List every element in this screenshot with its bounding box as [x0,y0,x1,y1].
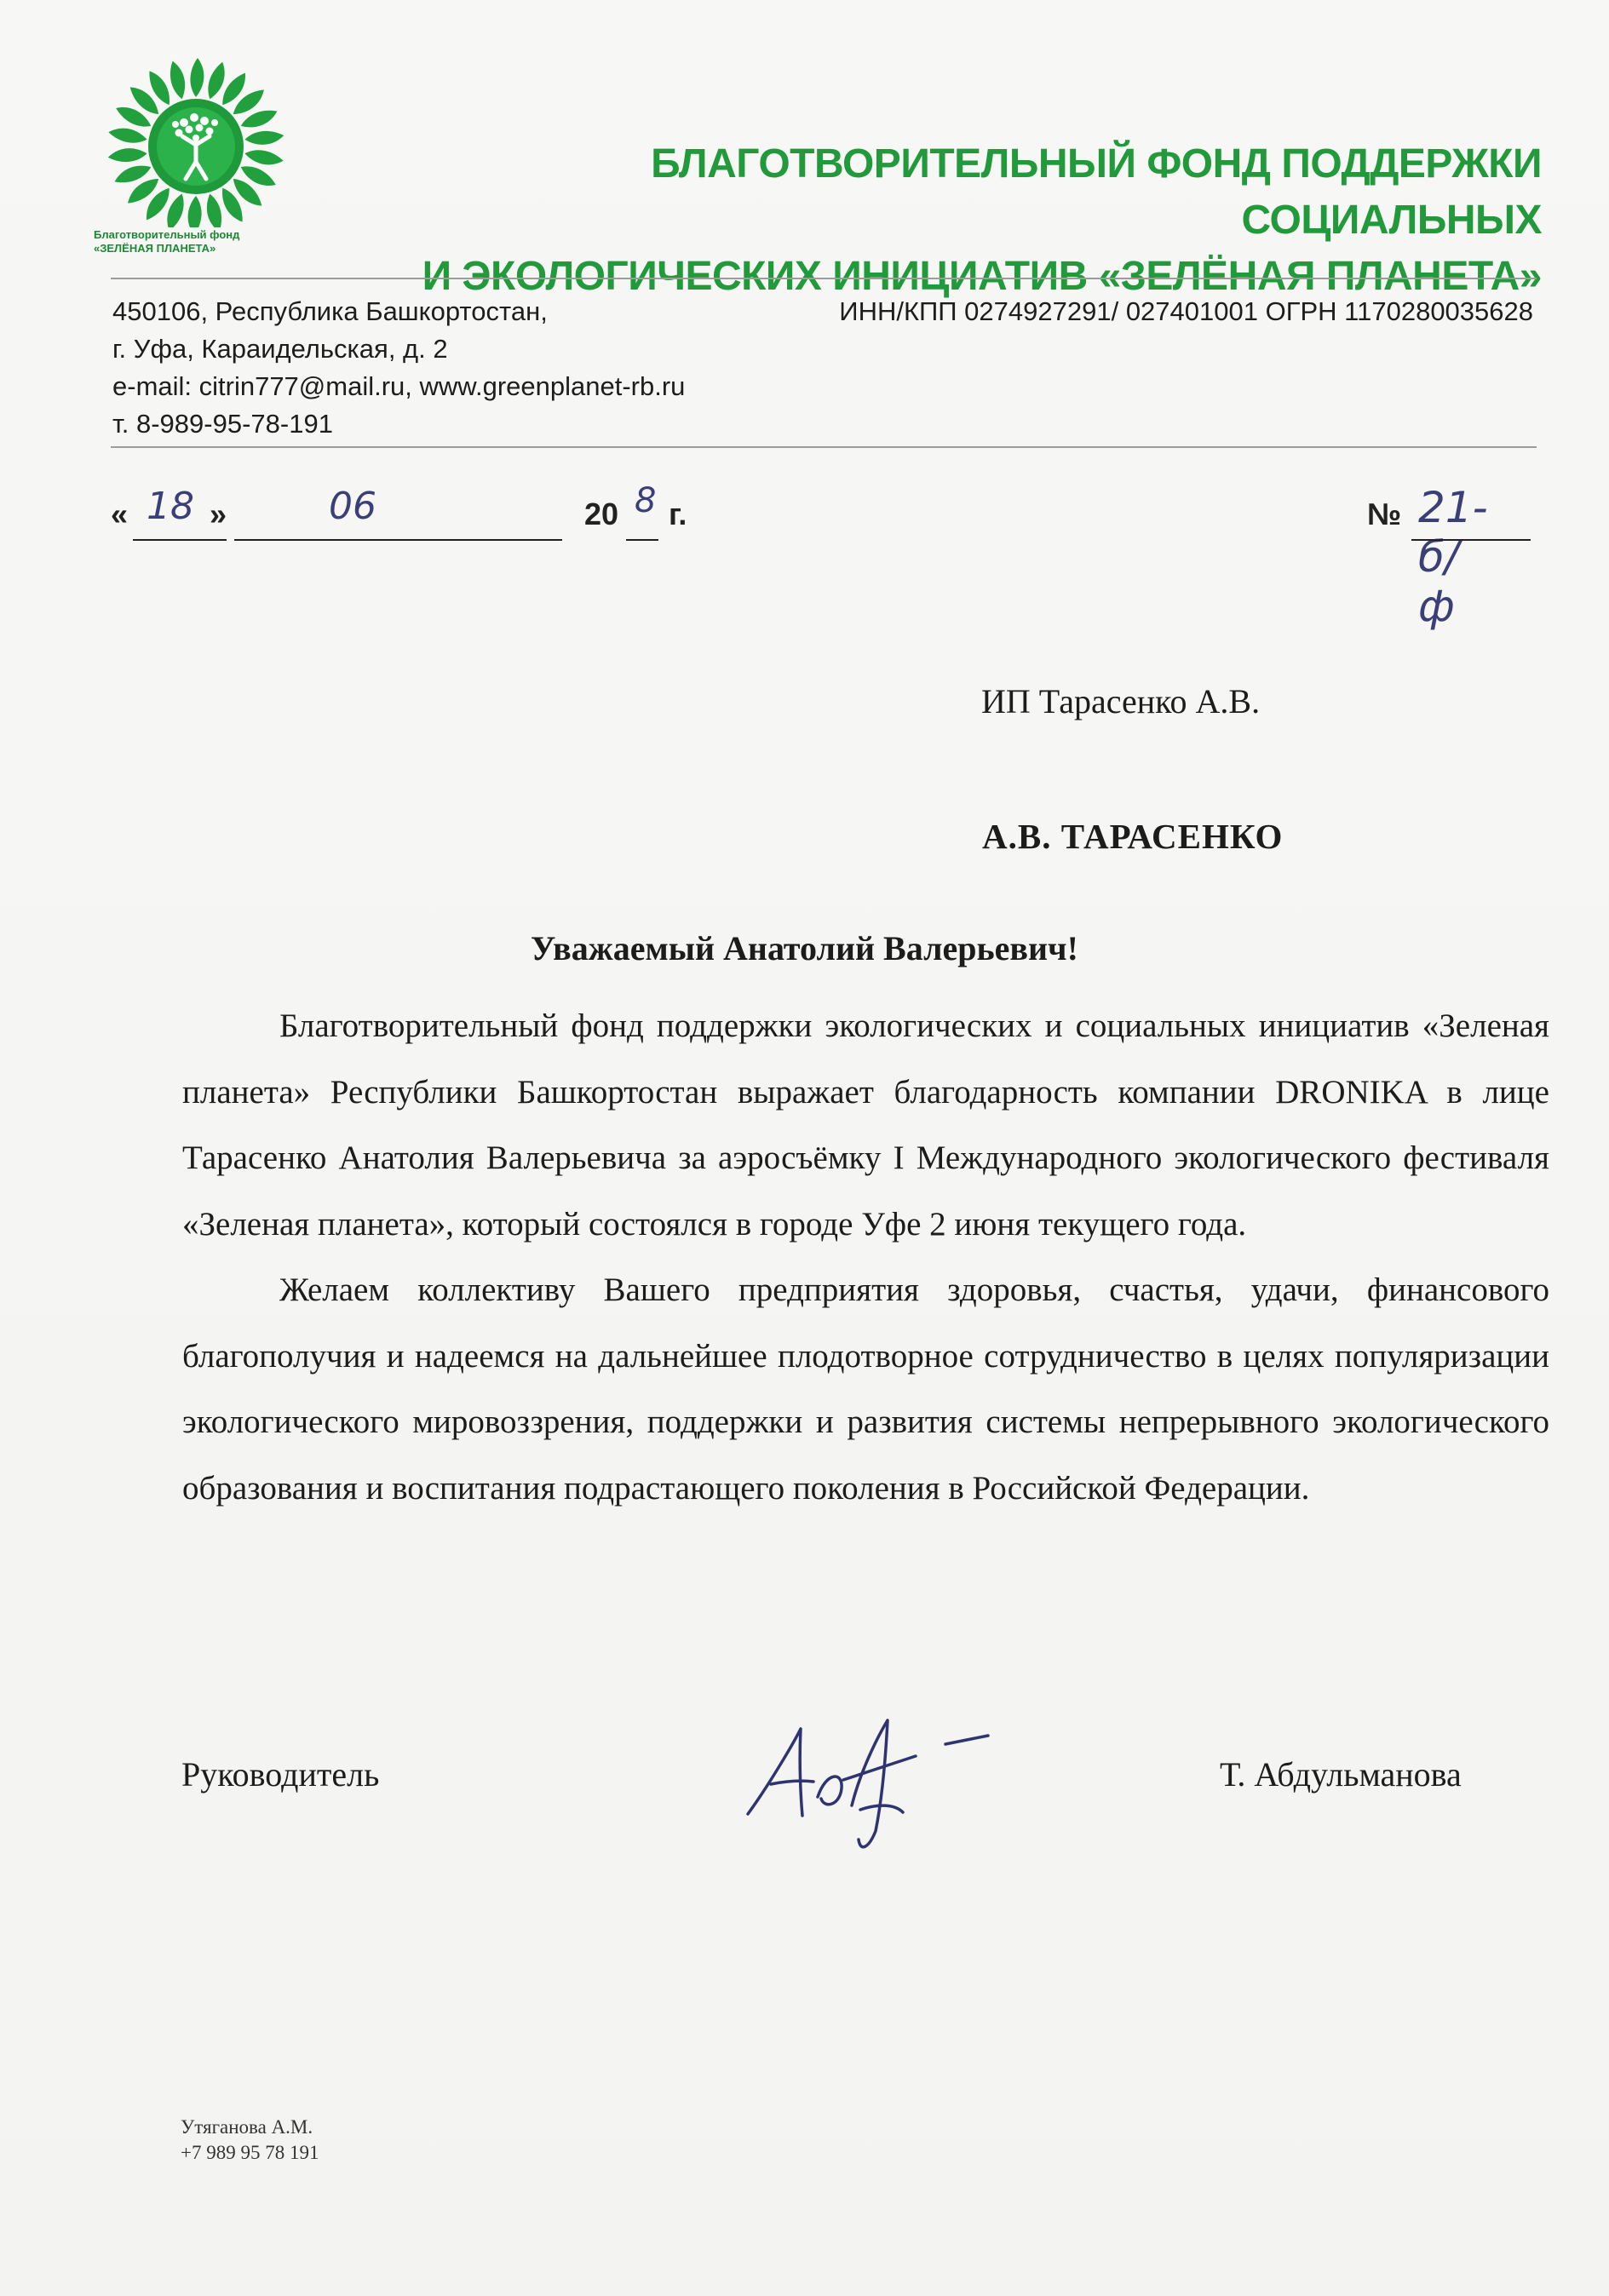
date-year-underline [626,539,658,541]
date-month: 06 [329,485,376,528]
date-year-abbr: г. [669,497,687,531]
header-divider-bottom [111,446,1537,448]
date-year-prefix: 20 [584,497,619,531]
addressee-line1: ИП Тарасенко А.В. [981,682,1261,720]
date-month-underline [234,539,562,541]
logo-petal [165,60,189,101]
signatory-name: Т. Абдульманова [1220,1755,1462,1794]
signatory-role: Руководитель [181,1755,380,1794]
organization-contacts [112,293,879,443]
date-close-quote: » [210,497,227,531]
logo-petal [202,192,226,227]
date-day-underline [133,539,227,541]
date-open-quote: « [111,497,129,531]
executor-phone: +7 989 95 78 191 [181,2142,319,2163]
body-paragraph-1: Благотворительный фонд поддержки экологических и социальных инициатив «Зеленая планета» Республики Башкортостан выражает благодарность компании DRONIKA в лице Тарасенко Анатолия Валерьевича за аэросъёмку I Международного экологического фестиваля «Зеленая планета», который состоялся в городе Уфе 2 июня текущего года. [182,1007,1549,1243]
organization-title-line1: БЛАГОТВОРИТЕЛЬНЫЙ ФОНД ПОДДЕРЖКИ СОЦИАЛЬНЫХ [651,141,1542,243]
organization-title-line2: И ЭКОЛОГИЧЕСКИХ ИНИЦИАТИВ «ЗЕЛЁНАЯ ПЛАНЕТА» [422,254,1542,299]
number-value: 21-б/ф [1418,483,1488,631]
date-day: 18 [147,485,194,528]
addressee-line2: А.В. ТАРАСЕНКО [982,817,1284,856]
logo-petal [244,129,284,147]
letter-body [182,993,1549,1521]
address-line1: 450106, Республика Башкортостан, [112,296,548,326]
foundation-logo [94,53,311,274]
number-underline [1411,539,1531,541]
executor-name: Утяганова А.М. [181,2116,313,2138]
email-line: e-mail: citrin777@mail.ru, www.greenplanet-rb.ru [112,371,686,401]
address-line2: г. Уфа, Караидельская, д. 2 [112,334,448,364]
handwritten-signature [733,1703,1014,1865]
logo-petal [244,148,284,167]
number-label: № [1367,497,1402,531]
logo-petal [190,58,204,97]
sunflower-logo-icon [94,53,298,227]
header-divider-top [111,278,1537,279]
organization-title [375,136,1542,305]
phone-line: т. 8-989-95-78-191 [112,409,333,439]
logo-petal [107,126,148,145]
body-paragraph-2: Желаем коллективу Вашего предприятия здоровья, счастья, удачи, финансового благополучия и надеемся на дальнейшее плодотворное сотрудничество в целях популяризации экологического мировоззрения, поддержки и развития системы непрерывного экологического образования и воспитания подрастающего поколения в Российской Федерации. [182,1271,1549,1507]
registration-numbers: ИНН/КПП 0274927291/ 027401001 ОГРН 1170280035628 [839,296,1533,326]
logo-petal [107,146,148,164]
salutation: Уважаемый Анатолий Валерьевич! [531,929,1078,967]
logo-caption-line2: «ЗЕЛЁНАЯ ПЛАНЕТА» [94,242,216,255]
logo-caption [94,228,298,255]
logo-petal [188,196,202,227]
executor-info [181,2115,319,2166]
date-year-suffix: 8 [635,481,657,520]
logo-caption-line1: Благотворительный фонд [94,228,240,241]
